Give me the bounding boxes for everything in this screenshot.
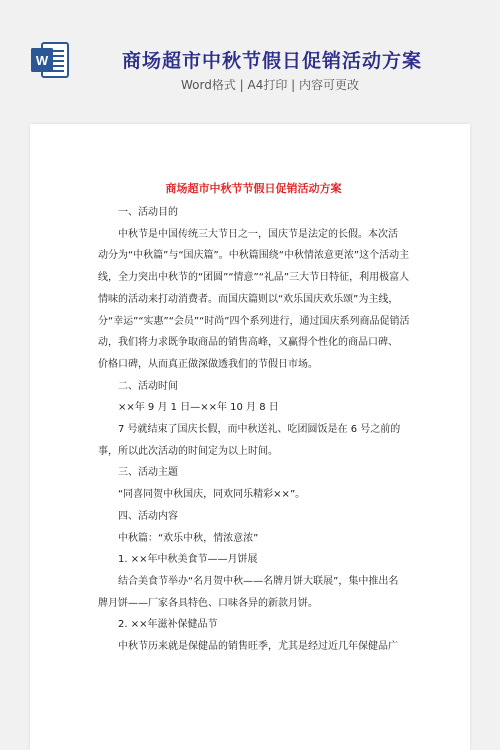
document-paragraph — [98, 571, 409, 614]
paragraph-line: “同喜同贺中秋国庆，同欢同乐精彩××”。 — [118, 489, 306, 501]
document-subtitle: Word格式 | A4打印 | 内容可更改 — [181, 78, 360, 92]
paragraph-line: 四、活动内容 — [118, 510, 178, 522]
document-paragraph — [98, 376, 409, 398]
paragraph-line: 事，所以此次活动的时间定为以上时间。 — [98, 445, 278, 457]
paragraph-line: ××年 9 月 1 日—××年 10 月 8 日 — [118, 402, 279, 414]
paragraph-line: 分“幸运”“实惠”“会员”“时尚”四个系列进行，通过国庆系列商品促销活 — [98, 315, 409, 327]
svg-text:W: W — [35, 53, 49, 68]
paragraph-line: 动分为“中秋篇”与“国庆篇”。中秋篇围绕“中秋情浓意更浓”这个活动主 — [98, 250, 409, 262]
document-paragraph — [98, 462, 409, 484]
document-paragraph — [98, 484, 409, 506]
document-paragraph — [98, 506, 409, 528]
document-paragraph — [98, 614, 409, 636]
paragraph-line: 2. ××年滋补保健品节 — [118, 619, 218, 631]
document-heading: 商场超市中秋节节假日促销活动方案 — [165, 182, 342, 195]
document-paragraph — [98, 549, 409, 571]
document-paragraph — [98, 224, 409, 376]
paragraph-line: 中秋节历来就是保健品的销售旺季，尤其是经过近几年保健品广 — [118, 641, 398, 653]
paragraph-line: 线，全力突出中秋节的“团圆”“情意”“礼品”三大节日特征，利用极富人 — [98, 272, 409, 284]
paragraph-line: 1. ××年中秋美食节——月饼展 — [118, 554, 258, 566]
paragraph-line: 牌月饼——厂家各具特色、口味各异的新款月饼。 — [98, 597, 318, 609]
paragraph-line: 价格口碑，从而真正做深做透我们的节假日市场。 — [98, 358, 318, 370]
paragraph-line: 中秋节是中国传统三大节日之一，国庆节是法定的长假。本次活 — [118, 228, 398, 240]
paragraph-line: 7 号就结束了国庆长假，而中秋送礼、吃团圆饭是在 6 号之前的 — [118, 424, 401, 436]
document-paragraph — [98, 419, 409, 462]
header-banner — [0, 0, 500, 110]
paragraph-line: 三、活动主题 — [118, 467, 178, 479]
document-paragraph — [98, 528, 409, 550]
paragraph-line: 一、活动目的 — [118, 207, 178, 218]
paragraph-line: 动，我们将力求既争取商品的销售高峰，又赢得个性化的商品口碑、 — [98, 337, 398, 349]
document-body — [98, 179, 409, 658]
document-title: 商场超市中秋节假日促销活动方案 — [122, 50, 423, 72]
paragraph-line: 结合美食节举办“名月贺中秋——名牌月饼大联展”，集中推出名 — [118, 575, 399, 587]
word-document-icon — [30, 40, 70, 80]
paragraph-line: 情味的活动来打动消费者。而国庆篇则以“欢乐国庆欢乐颂”为主线， — [98, 293, 399, 305]
document-paragraph — [98, 202, 409, 224]
paragraph-line: 中秋篇：“欢乐中秋，情浓意浓” — [118, 532, 259, 544]
document-paragraph — [98, 636, 409, 658]
document-paragraph — [98, 397, 409, 419]
document-page — [30, 124, 470, 750]
paragraph-line: 二、活动时间 — [118, 380, 178, 392]
